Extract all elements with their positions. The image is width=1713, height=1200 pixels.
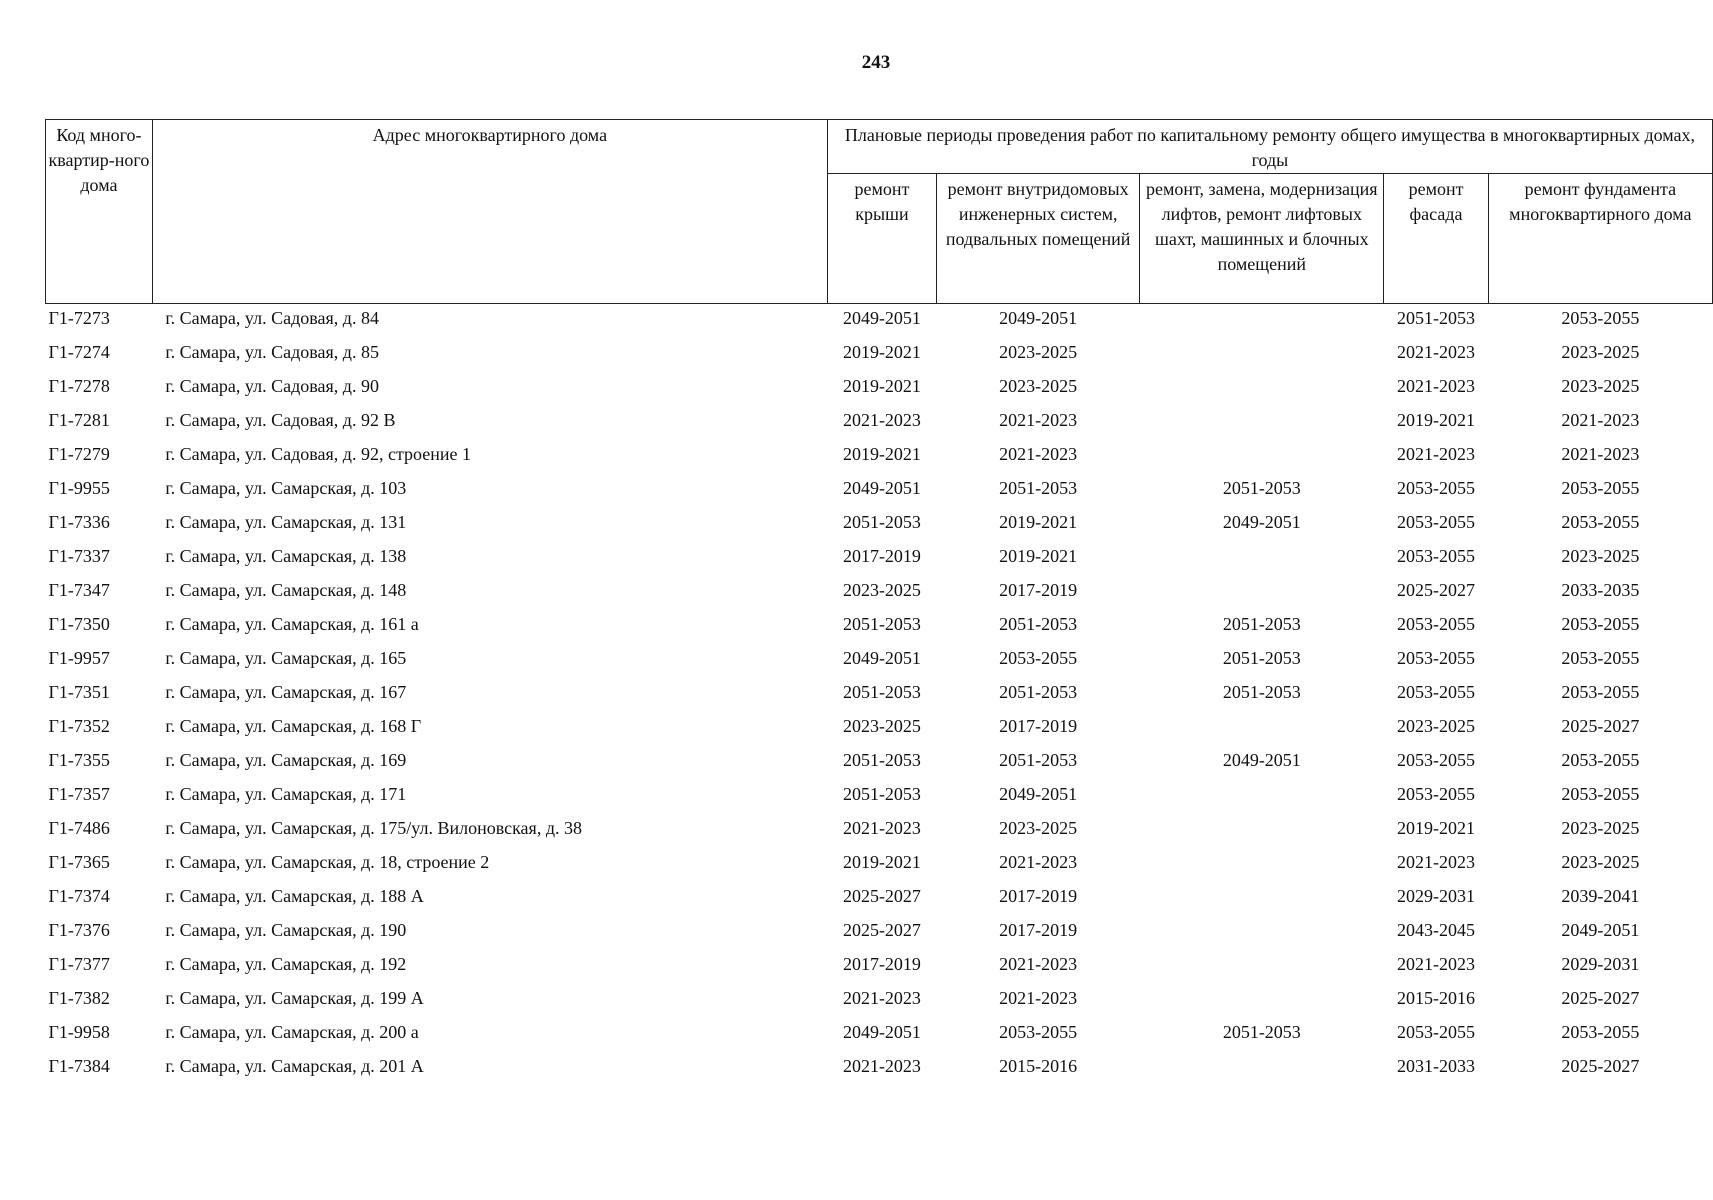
cell-facade: 2019-2021 bbox=[1397, 410, 1476, 430]
cell-address: г. Самара, ул. Самарская, д. 199 А bbox=[165, 988, 424, 1008]
cell-roof: 2049-2051 bbox=[842, 648, 921, 668]
cell-engineering: 2021-2023 bbox=[999, 988, 1078, 1008]
cell-address: г. Самара, ул. Садовая, д. 90 bbox=[165, 376, 379, 396]
cell-roof: 2025-2027 bbox=[842, 886, 921, 906]
cell-address: г. Самара, ул. Самарская, д. 200 а bbox=[165, 1022, 419, 1042]
cell-facade: 2053-2055 bbox=[1397, 512, 1476, 532]
cell-roof: 2021-2023 bbox=[842, 1056, 921, 1076]
cell-facade: 2029-2031 bbox=[1397, 886, 1476, 906]
cell-facade: 2021-2023 bbox=[1397, 444, 1476, 464]
cell-roof: 2019-2021 bbox=[842, 342, 921, 362]
cell-foundation: 2029-2031 bbox=[1561, 954, 1640, 974]
cell-lifts bbox=[1140, 576, 1384, 610]
cell-foundation: 2021-2023 bbox=[1561, 410, 1640, 430]
cell-facade: 2025-2027 bbox=[1397, 580, 1476, 600]
cell-lifts bbox=[1140, 984, 1384, 1018]
cell-lifts bbox=[1140, 950, 1384, 984]
repair-plan-table bbox=[45, 119, 1713, 1086]
cell-lifts bbox=[1140, 338, 1384, 372]
cell-engineering: 2015-2016 bbox=[999, 1056, 1078, 1076]
table-row bbox=[46, 882, 1713, 916]
cell-code: Г1-7279 bbox=[48, 444, 110, 464]
cell-lifts: 2051-2053 bbox=[1222, 478, 1301, 498]
table-row bbox=[46, 610, 1713, 644]
header-engineering: ремонт внутридомовых инженерных систем, подвальных помещений bbox=[936, 174, 1139, 304]
cell-engineering: 2017-2019 bbox=[999, 716, 1078, 736]
cell-engineering: 2021-2023 bbox=[999, 410, 1078, 430]
table-row bbox=[46, 678, 1713, 712]
cell-address: г. Самара, ул. Самарская, д. 131 bbox=[165, 512, 407, 532]
cell-engineering: 2051-2053 bbox=[999, 750, 1078, 770]
cell-facade: 2023-2025 bbox=[1397, 716, 1476, 736]
cell-foundation: 2053-2055 bbox=[1561, 1022, 1640, 1042]
header-code: Код много-квартир-ного дома bbox=[46, 120, 153, 304]
cell-code: Г1-7377 bbox=[48, 954, 110, 974]
header-foundation: ремонт фундамента многоквартирного дома bbox=[1488, 174, 1712, 304]
cell-code: Г1-7336 bbox=[48, 512, 110, 532]
cell-facade: 2021-2023 bbox=[1397, 852, 1476, 872]
header-planned-periods: Плановые периоды проведения работ по капитальному ремонту общего имущества в многоквартирных домах, годы bbox=[827, 120, 1712, 174]
table-row bbox=[46, 372, 1713, 406]
table-row bbox=[46, 576, 1713, 610]
header-roof: ремонт крыши bbox=[827, 174, 936, 304]
cell-code: Г1-7351 bbox=[48, 682, 110, 702]
cell-roof: 2051-2053 bbox=[842, 614, 921, 634]
table-row bbox=[46, 338, 1713, 372]
cell-address: г. Самара, ул. Садовая, д. 92, строение 1 bbox=[165, 444, 471, 464]
cell-address: г. Самара, ул. Самарская, д. 190 bbox=[165, 920, 407, 940]
cell-engineering: 2019-2021 bbox=[999, 512, 1078, 532]
cell-roof: 2017-2019 bbox=[842, 546, 921, 566]
table-row bbox=[46, 984, 1713, 1018]
cell-roof: 2051-2053 bbox=[842, 512, 921, 532]
cell-address: г. Самара, ул. Самарская, д. 171 bbox=[165, 784, 407, 804]
cell-facade: 2019-2021 bbox=[1397, 818, 1476, 838]
cell-code: Г1-7273 bbox=[48, 308, 110, 328]
header-lifts: ремонт, замена, модернизация лифтов, ремонт лифтовых шахт, машинных и блочных помещений bbox=[1140, 174, 1384, 304]
cell-code: Г1-7357 bbox=[48, 784, 110, 804]
cell-roof: 2017-2019 bbox=[842, 954, 921, 974]
cell-facade: 2015-2016 bbox=[1397, 988, 1476, 1008]
cell-facade: 2031-2033 bbox=[1397, 1056, 1476, 1076]
header-facade: ремонт фасада bbox=[1384, 174, 1488, 304]
cell-roof: 2023-2025 bbox=[842, 716, 921, 736]
cell-code: Г1-7278 bbox=[48, 376, 110, 396]
cell-engineering: 2051-2053 bbox=[999, 682, 1078, 702]
cell-facade: 2053-2055 bbox=[1397, 1022, 1476, 1042]
cell-roof: 2019-2021 bbox=[842, 852, 921, 872]
cell-facade: 2053-2055 bbox=[1397, 648, 1476, 668]
cell-engineering: 2021-2023 bbox=[999, 852, 1078, 872]
cell-roof: 2019-2021 bbox=[842, 376, 921, 396]
cell-engineering: 2051-2053 bbox=[999, 478, 1078, 498]
cell-foundation: 2023-2025 bbox=[1561, 852, 1640, 872]
cell-foundation: 2049-2051 bbox=[1561, 920, 1640, 940]
cell-lifts bbox=[1140, 304, 1384, 339]
cell-code: Г1-7347 bbox=[48, 580, 110, 600]
cell-foundation: 2025-2027 bbox=[1561, 1056, 1640, 1076]
table-row bbox=[46, 508, 1713, 542]
cell-lifts bbox=[1140, 848, 1384, 882]
cell-roof: 2051-2053 bbox=[842, 682, 921, 702]
cell-address: г. Самара, ул. Самарская, д. 168 Г bbox=[165, 716, 422, 736]
cell-engineering: 2017-2019 bbox=[999, 886, 1078, 906]
cell-address: г. Самара, ул. Самарская, д. 167 bbox=[165, 682, 407, 702]
cell-lifts bbox=[1140, 814, 1384, 848]
cell-facade: 2051-2053 bbox=[1397, 308, 1476, 328]
cell-address: г. Самара, ул. Самарская, д. 103 bbox=[165, 478, 407, 498]
cell-lifts: 2049-2051 bbox=[1222, 512, 1301, 532]
cell-roof: 2021-2023 bbox=[842, 988, 921, 1008]
table-row bbox=[46, 780, 1713, 814]
cell-engineering: 2053-2055 bbox=[999, 648, 1078, 668]
table-row bbox=[46, 542, 1713, 576]
cell-address: г. Самара, ул. Самарская, д. 188 А bbox=[165, 886, 424, 906]
cell-engineering: 2051-2053 bbox=[999, 614, 1078, 634]
cell-foundation: 2023-2025 bbox=[1561, 818, 1640, 838]
cell-facade: 2053-2055 bbox=[1397, 682, 1476, 702]
cell-foundation: 2053-2055 bbox=[1561, 614, 1640, 634]
cell-code: Г1-7382 bbox=[48, 988, 110, 1008]
table-row bbox=[46, 440, 1713, 474]
cell-facade: 2021-2023 bbox=[1397, 954, 1476, 974]
cell-foundation: 2023-2025 bbox=[1561, 546, 1640, 566]
cell-engineering: 2023-2025 bbox=[999, 342, 1078, 362]
cell-lifts bbox=[1140, 916, 1384, 950]
cell-roof: 2019-2021 bbox=[842, 444, 921, 464]
cell-code: Г1-7384 bbox=[48, 1056, 110, 1076]
cell-foundation: 2053-2055 bbox=[1561, 308, 1640, 328]
table-body bbox=[46, 304, 1713, 1087]
cell-code: Г1-9958 bbox=[48, 1022, 110, 1042]
cell-foundation: 2025-2027 bbox=[1561, 716, 1640, 736]
table-header bbox=[46, 120, 1713, 304]
cell-code: Г1-7350 bbox=[48, 614, 110, 634]
cell-lifts: 2051-2053 bbox=[1222, 1022, 1301, 1042]
cell-facade: 2021-2023 bbox=[1397, 376, 1476, 396]
cell-roof: 2051-2053 bbox=[842, 784, 921, 804]
table-row bbox=[46, 712, 1713, 746]
cell-lifts bbox=[1140, 1052, 1384, 1086]
cell-engineering: 2019-2021 bbox=[999, 546, 1078, 566]
cell-address: г. Самара, ул. Самарская, д. 18, строение 2 bbox=[165, 852, 490, 872]
cell-code: Г1-9957 bbox=[48, 648, 110, 668]
cell-roof: 2025-2027 bbox=[842, 920, 921, 940]
cell-lifts bbox=[1140, 780, 1384, 814]
cell-lifts: 2051-2053 bbox=[1222, 682, 1301, 702]
cell-engineering: 2017-2019 bbox=[999, 920, 1078, 940]
cell-foundation: 2053-2055 bbox=[1561, 648, 1640, 668]
table-row bbox=[46, 1018, 1713, 1052]
cell-engineering: 2023-2025 bbox=[999, 818, 1078, 838]
cell-foundation: 2023-2025 bbox=[1561, 376, 1640, 396]
cell-facade: 2053-2055 bbox=[1397, 478, 1476, 498]
cell-code: Г1-7365 bbox=[48, 852, 110, 872]
table-row bbox=[46, 304, 1713, 339]
cell-engineering: 2049-2051 bbox=[999, 308, 1078, 328]
cell-lifts bbox=[1140, 440, 1384, 474]
cell-code: Г1-7337 bbox=[48, 546, 110, 566]
cell-facade: 2021-2023 bbox=[1397, 342, 1476, 362]
cell-code: Г1-9955 bbox=[48, 478, 110, 498]
cell-code: Г1-7274 bbox=[48, 342, 110, 362]
cell-address: г. Самара, ул. Самарская, д. 169 bbox=[165, 750, 407, 770]
cell-roof: 2049-2051 bbox=[842, 478, 921, 498]
cell-engineering: 2017-2019 bbox=[999, 580, 1078, 600]
cell-address: г. Самара, ул. Самарская, д. 161 а bbox=[165, 614, 419, 634]
cell-lifts bbox=[1140, 712, 1384, 746]
table-row bbox=[46, 950, 1713, 984]
cell-roof: 2021-2023 bbox=[842, 410, 921, 430]
cell-lifts bbox=[1140, 372, 1384, 406]
cell-engineering: 2021-2023 bbox=[999, 954, 1078, 974]
table-row bbox=[46, 406, 1713, 440]
cell-facade: 2053-2055 bbox=[1397, 546, 1476, 566]
cell-address: г. Самара, ул. Садовая, д. 92 В bbox=[165, 410, 396, 430]
cell-engineering: 2053-2055 bbox=[999, 1022, 1078, 1042]
table-row bbox=[46, 1052, 1713, 1086]
cell-foundation: 2053-2055 bbox=[1561, 750, 1640, 770]
cell-engineering: 2021-2023 bbox=[999, 444, 1078, 464]
cell-facade: 2053-2055 bbox=[1397, 614, 1476, 634]
table-row bbox=[46, 916, 1713, 950]
cell-code: Г1-7281 bbox=[48, 410, 110, 430]
header-address: Адрес многоквартирного дома bbox=[152, 120, 827, 304]
cell-foundation: 2053-2055 bbox=[1561, 512, 1640, 532]
page-number: 243 bbox=[861, 52, 891, 73]
cell-code: Г1-7352 bbox=[48, 716, 110, 736]
cell-facade: 2043-2045 bbox=[1397, 920, 1476, 940]
cell-lifts: 2049-2051 bbox=[1222, 750, 1301, 770]
cell-foundation: 2053-2055 bbox=[1561, 784, 1640, 804]
table-row bbox=[46, 746, 1713, 780]
cell-code: Г1-7376 bbox=[48, 920, 110, 940]
cell-facade: 2053-2055 bbox=[1397, 750, 1476, 770]
cell-foundation: 2025-2027 bbox=[1561, 988, 1640, 1008]
cell-roof: 2051-2053 bbox=[842, 750, 921, 770]
cell-address: г. Самара, ул. Самарская, д. 165 bbox=[165, 648, 407, 668]
cell-engineering: 2049-2051 bbox=[999, 784, 1078, 804]
cell-facade: 2053-2055 bbox=[1397, 784, 1476, 804]
cell-lifts bbox=[1140, 882, 1384, 916]
table-row bbox=[46, 474, 1713, 508]
cell-roof: 2049-2051 bbox=[842, 1022, 921, 1042]
table-row bbox=[46, 848, 1713, 882]
cell-foundation: 2053-2055 bbox=[1561, 478, 1640, 498]
cell-foundation: 2033-2035 bbox=[1561, 580, 1640, 600]
table-row bbox=[46, 814, 1713, 848]
cell-address: г. Самара, ул. Самарская, д. 175/ул. Вилоновская, д. 38 bbox=[165, 818, 582, 838]
cell-code: Г1-7486 bbox=[48, 818, 110, 838]
cell-address: г. Самара, ул. Самарская, д. 138 bbox=[165, 546, 407, 566]
cell-engineering: 2023-2025 bbox=[999, 376, 1078, 396]
cell-address: г. Самара, ул. Садовая, д. 84 bbox=[165, 308, 379, 328]
cell-code: Г1-7355 bbox=[48, 750, 110, 770]
cell-address: г. Самара, ул. Садовая, д. 85 bbox=[165, 342, 379, 362]
cell-lifts: 2051-2053 bbox=[1222, 648, 1301, 668]
cell-foundation: 2053-2055 bbox=[1561, 682, 1640, 702]
cell-foundation: 2039-2041 bbox=[1561, 886, 1640, 906]
cell-foundation: 2023-2025 bbox=[1561, 342, 1640, 362]
cell-lifts bbox=[1140, 542, 1384, 576]
cell-foundation: 2021-2023 bbox=[1561, 444, 1640, 464]
table-row bbox=[46, 644, 1713, 678]
cell-lifts bbox=[1140, 406, 1384, 440]
cell-roof: 2023-2025 bbox=[842, 580, 921, 600]
cell-address: г. Самара, ул. Самарская, д. 201 А bbox=[165, 1056, 424, 1076]
cell-roof: 2021-2023 bbox=[842, 818, 921, 838]
cell-roof: 2049-2051 bbox=[842, 308, 921, 328]
cell-address: г. Самара, ул. Самарская, д. 148 bbox=[165, 580, 407, 600]
cell-lifts: 2051-2053 bbox=[1222, 614, 1301, 634]
cell-address: г. Самара, ул. Самарская, д. 192 bbox=[165, 954, 407, 974]
cell-code: Г1-7374 bbox=[48, 886, 110, 906]
